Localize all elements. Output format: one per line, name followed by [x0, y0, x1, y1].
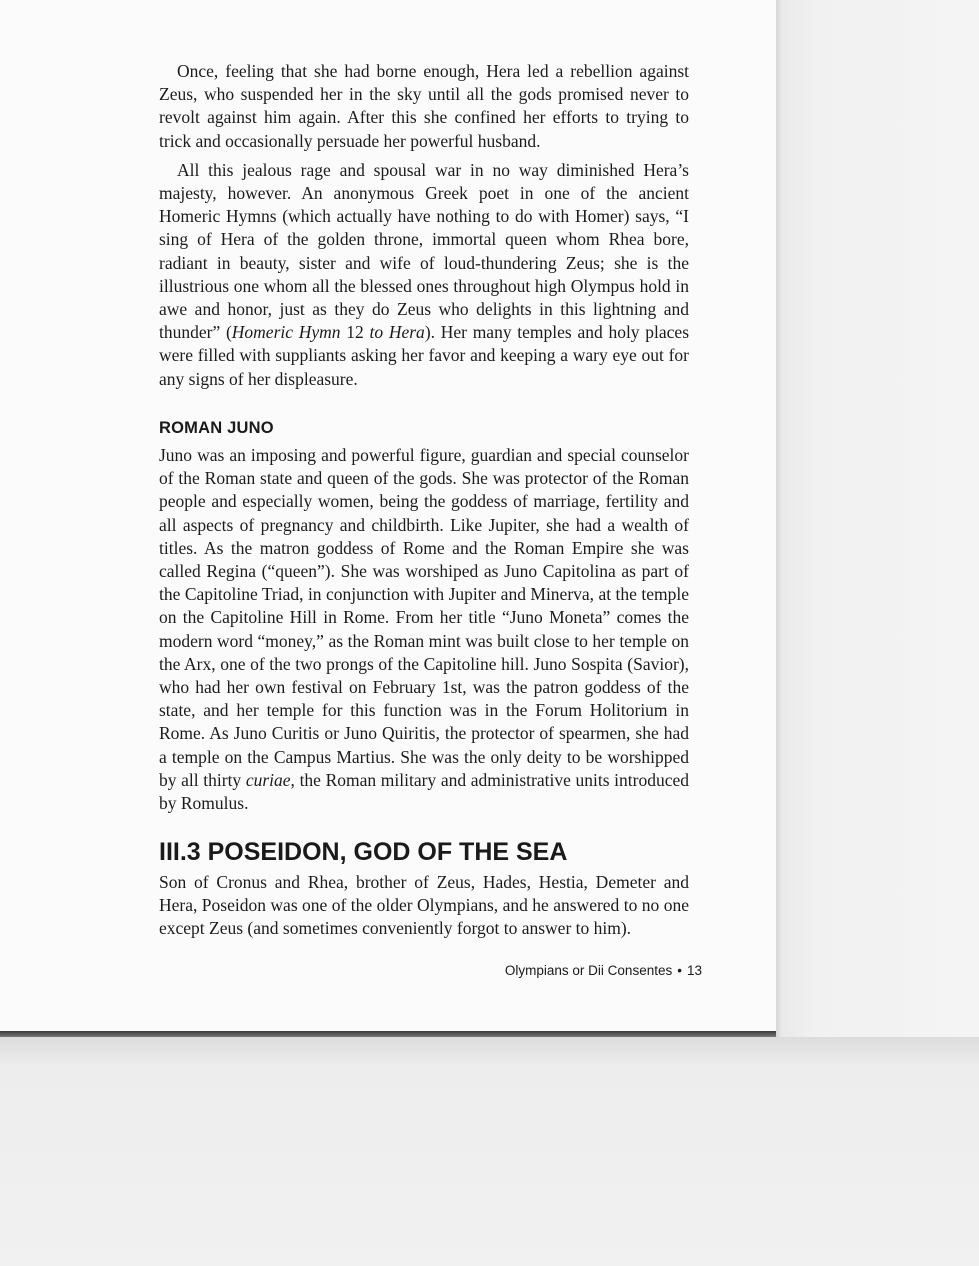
- paragraph-roman-juno: Juno was an imposing and powerful figure, guardian and special counselor of the Roman state and queen of the gods. She was protector of the Roman people and especially women, being the goddess of marriage, fertility and all aspects of pregnancy and childbirth. Like Jupiter, she had a wealth of titles. As the matron goddess of Rome and the Roman Empire she was called Regina (“queen”). She was worshiped as Juno Capitolina as part of the Capitoline Triad, in conjunction with Jupiter and Minerva, at the temple on the Capitoline Hill in Rome. From her title “Juno Moneta” comes the modern word “money,” as the Roman mint was built close to her temple on the Arx, one of the two prongs of the Capitoline hill. Juno Sospita (Savior), who had her own festival on February 1st, was the patron goddess of the state, and her temple for this function was in the Forum Holitorium in Rome. As Juno Curitis or Juno Quiritis, the protector of spearmen, she had a temple on the Campus Martius. She was the only deity to be worshipped by all thirty curiae, the Roman military and administrative units introduced by Romulus.: [159, 445, 689, 814]
- scan-background-bottom: [0, 1037, 979, 1266]
- curiae-italic: curiae: [245, 769, 291, 790]
- paragraph-hera-rebellion: Once, feeling that she had borne enough, Hera led a rebellion against Zeus, who suspended her in the sky until all the gods promised never to revolt against him again. After this she confined her efforts to trying to trick and occasionally persuade her powerful husband.: [159, 61, 689, 151]
- page-number: 13: [686, 963, 702, 978]
- text-column: [159, 60, 689, 940]
- chapter-heading-poseidon: III.3 POSEIDON, GOD OF THE SEA: [159, 838, 568, 867]
- hymn-subtitle-italic: to Hera: [369, 322, 425, 343]
- page-footer: [470, 963, 702, 978]
- paragraph-hera-majesty: All this jealous rage and spousal war in no way diminished Hera’s majesty, however. An anonymous Greek poet in one of the ancient Homeric Hymns (which actually have nothing to do with Homer) says, “I sing of Hera of the golden throne, immortal queen whom Rhea bore, radiant in beauty, sister and wife of loud-thundering Zeus; she is the illustrious one whom all the blessed ones throughout high Olympus hold in awe and honor, just as they do Zeus who delights in this lightning and thunder” (Homeric Hymn 12 to Hera). Her many temples and holy places were filled with suppliants asking her favor and keeping a wary eye out for any signs of her displeasure.: [159, 159, 690, 389]
- paragraph-poseidon: Son of Cronus and Rhea, brother of Zeus, Hades, Hestia, Demeter and Hera, Poseidon was one of the older Olympians, and he answered to no one except Zeus (and sometimes conveniently forgot to answer to him).: [159, 871, 689, 938]
- hymn-title-italic: Homeric Hymn: [231, 322, 341, 343]
- running-title: Olympians or Dii Consentes: [504, 963, 673, 978]
- section-heading-roman-juno: ROMAN JUNO: [159, 418, 274, 437]
- footer-separator: •: [677, 963, 682, 978]
